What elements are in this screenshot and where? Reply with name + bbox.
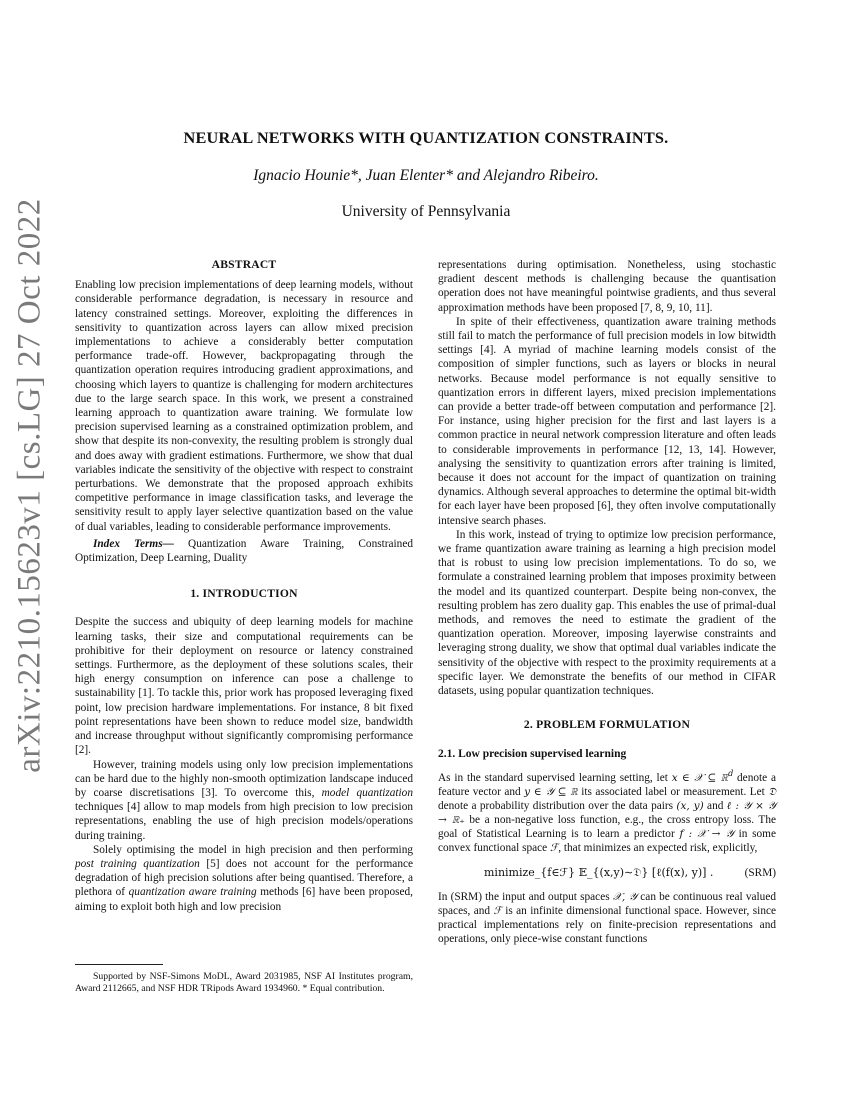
text-run: its associated label or measurement. Let [577, 785, 769, 798]
emphasis: post training quantization [75, 857, 200, 870]
text-run: Solely optimising the model in high precision and then performing [93, 843, 413, 856]
index-terms [75, 537, 413, 565]
text-run: and [703, 799, 727, 812]
equation-body: minimize_{f∈ℱ} 𝔼_{(x,y)∼𝔇} [ℓ(f(x), y)] . [484, 865, 714, 879]
abstract-heading: ABSTRACT [211, 258, 277, 271]
math-sup: d [728, 768, 734, 778]
emphasis: quantization aware training [128, 886, 257, 899]
math: (x, y) [676, 799, 704, 812]
footnote-rule [75, 964, 163, 965]
math: f : 𝒳 → 𝒴 [679, 828, 734, 841]
section2-heading: 2. PROBLEM FORMULATION [523, 718, 691, 732]
text-run: , that minimizes an expected risk, explicitly, [558, 842, 758, 855]
text-run: In (SRM) the input and output spaces [438, 890, 613, 903]
text-run: [5] does not account for the performance degradation of high precision solutions after being quantised. Therefore, a plethora of [75, 857, 413, 899]
arxiv-stamp [4, 197, 56, 773]
math: ℓ : 𝒴 × 𝒴 → ℝ₊ [438, 799, 776, 827]
math: y ∈ 𝒴 ⊆ ℝ [524, 785, 578, 798]
footnote-block [75, 964, 413, 995]
section2-paragraph-1 [438, 767, 776, 856]
intro-paragraph-1: Despite the success and ubiquity of deep learning models for machine learning tasks, their size and computational requirements can be prohibitive for their deployment on resource or latency constrained settings. Furthermore, as the deployment of these solutions scales, their high energy consumption on inference can pose a challenge to sustainability [1]. To tackle this, prior work has proposed leveraging fixed point, low precision hardware implementations. For instance, 8 bit fixed point representations have been shown to reduce model size, bandwidth and increase throughput without significantly compromising performance [2]. [75, 616, 413, 757]
intro-paragraph-3 [75, 843, 413, 914]
srm-equation [438, 862, 776, 884]
text-run: denote a probability distribution over the data pairs [438, 799, 677, 812]
text-run: As in the standard supervised learning setting, let [438, 771, 672, 784]
text-run: be a non-negative loss function, e.g., the cross entropy loss. The goal of Statistical Learning is to learn a predictor [438, 814, 776, 841]
abstract-text: Enabling low precision implementations of deep learning models, without considerable performance degradation, is necessary in resource and latency constrained settings. Moreover, exploiting the differences in sensitivity to quantization across layers can allow mixed precision implementations to achieve a considerably better computation performance trade-off. However, backpropagating through the quantization operation requires introducing gradient approximations, and choosing which layers to quantize is challenging for modern architectures due to the large search space. In this work, we present a constrained learning approach to quantization aware training. We formulate low precision supervised learning as a constrained optimization problem, and show that despite its non-convexity, the resulting problem is strongly dual and does away with gradient estimations. Furthermore, we show that dual variables indicate the sensitivity of the objective with respect to constraint perturbations. We demonstrate that the proposed approach exhibits competitive performance in image classification tasks, and leverage the sensitivity result to apply layer selective quantization based on the value of dual variables, leading to considerable performance improvements. [75, 279, 413, 533]
section2-paragraph-2 [438, 890, 776, 947]
text-run: in some convex functional space [438, 828, 776, 855]
math: 𝔇 [768, 785, 776, 798]
paper-title: NEURAL NETWORKS WITH QUANTIZATION CONSTRAINTS. [183, 128, 669, 147]
equation-label: (SRM) [744, 866, 776, 879]
paper-affiliation: University of Pennsylvania [341, 203, 511, 220]
intro-paragraph-2 [75, 758, 413, 843]
text-run: methods [6] have been proposed, aiming to exploit both high and low precision [75, 886, 414, 913]
text-run: is an infinite dimensional functional space. However, since practical implementations rely on finite-precision representations and operations, only piece-wise constant functions [438, 904, 776, 946]
index-terms-label: Index Terms— [93, 537, 174, 550]
text-run: techniques [4] allow to map models from high precision to low precision representations, enabling the use of high precision models/operations during training. [75, 801, 413, 842]
right-column [438, 258, 776, 947]
left-column [75, 258, 413, 914]
text-run: can be continuous real valued spaces, and [438, 890, 776, 917]
text-run: However, training models using only low precision implementations can be hard due to the highly non-smooth optimization landscape induced by coarse discretisations [3]. To overcome this, [75, 758, 413, 799]
math: ℱ [493, 904, 502, 917]
intro-heading: 1. INTRODUCTION [190, 587, 298, 601]
index-terms-text: Quantization Aware Training, Constrained Optimization, Deep Learning, Duality [75, 537, 413, 565]
math: ℱ [549, 842, 559, 855]
footnote: Supported by NSF-Simons MoDL, Award 2031985, NSF AI Institutes program, Award 2112665, and NSF HDR TRipods Award 1934960. * Equal contribution. [75, 971, 413, 994]
math: x ∈ 𝒳 ⊆ ℝ [671, 771, 729, 784]
subsection-heading: 2.1. Low precision supervised learning [438, 747, 627, 760]
intro-paragraph-6: In this work, instead of trying to optimize low precision performance, we frame quantization aware training as learning a high precision model that is robust to using low precision implementations. To do so, we formulate a constrained learning problem that imposes proximity between the model and its quantized counterpart. Despite being non-convex, the resulting problem has zero duality gap. This enables the use of primal-dual methods, and removes the need to estimate the gradient of the quantization operation. Moreover, imposing layerwise constraints and leveraging strong duality, we show that optimal dual variables indicate the sensitivity of the objective with respect to the proximity requirements at a specific layer. We demonstrate the benefits of our method in CIFAR datasets, using popular quantization techniques. [438, 528, 776, 698]
arxiv-stamp-text: arXiv:2210.15623v1 [cs.LG] 27 Oct 2022 [11, 197, 48, 773]
paper-authors: Ignacio Hounie*, Juan Elenter* and Alejandro Ribeiro. [253, 167, 599, 184]
math: 𝒳, 𝒴 [612, 890, 638, 903]
emphasis: model quantization [321, 786, 413, 799]
text-run: denote a feature vector and [438, 771, 776, 798]
intro-paragraph-4: representations during optimisation. Nonetheless, using stochastic gradient descent methods is challenging because the quantisation operation does not have meaningful pointwise gradients, and thus several approximation methods have been proposed [7, 8, 9, 10, 11]. [438, 259, 776, 314]
intro-paragraph-5: In spite of their effectiveness, quantization aware training methods still fail to match the performance of full precision models in low bitwidth settings [4]. A myriad of machine learning models consist of the composition of simpler functions, such as layers or blocks in neural networks. Because model performance is not equally sensitive to quantization errors in different layers, mixed precision implementations can provide a better trade-off between computation and performance [2]. For instance, using higher precision for the first and last layers is a common practice in neural network compression literature and often leads to considerable improvements in performance [12, 13, 14]. However, analysing the sensitivity to quantization errors after training is limited, because it does not account for the impact of quantization on training dynamics. Although several approaches to determine the optimal bit-width for each layer have been proposed [6], they often involve computationally intensive search phases. [438, 315, 776, 527]
